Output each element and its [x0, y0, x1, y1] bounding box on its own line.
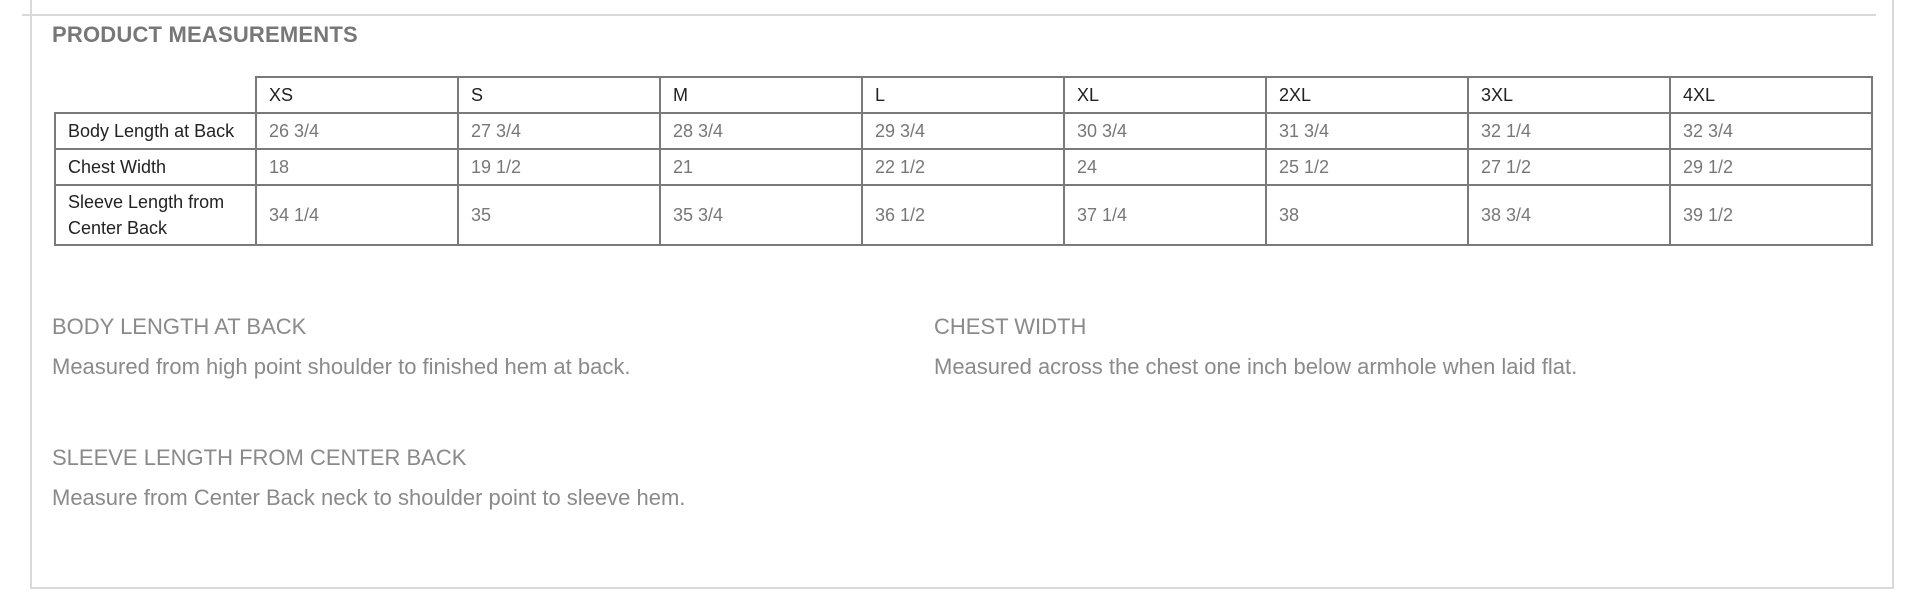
table-cell: 21 — [660, 149, 862, 185]
definition-text-sleeve-length: Measure from Center Back neck to shoulder point to sleeve hem. — [52, 485, 686, 510]
table-cell: 38 — [1266, 185, 1468, 245]
table-cell: 35 3/4 — [660, 185, 862, 245]
row-label-chest-width: Chest Width — [55, 149, 256, 185]
size-header-2xl: 2XL — [1266, 77, 1468, 113]
table-cell: 38 3/4 — [1468, 185, 1670, 245]
size-header-m: M — [660, 77, 862, 113]
table-cell: 26 3/4 — [256, 113, 458, 149]
table-cell: 32 1/4 — [1468, 113, 1670, 149]
table-cell: 32 3/4 — [1670, 113, 1872, 149]
table-cell: 27 1/2 — [1468, 149, 1670, 185]
row-label-sleeve-length — [55, 185, 256, 245]
table-cell: 36 1/2 — [862, 185, 1064, 245]
table-row — [55, 149, 1872, 185]
table-row — [55, 185, 1872, 245]
table-cell: 34 1/4 — [256, 185, 458, 245]
table-cell: 24 — [1064, 149, 1266, 185]
size-header-l: L — [862, 77, 1064, 113]
section-title: PRODUCT MEASUREMENTS — [52, 22, 358, 47]
definition-title-sleeve-length: SLEEVE LENGTH FROM CENTER BACK — [52, 445, 467, 470]
table-cell: 22 1/2 — [862, 149, 1064, 185]
size-chart-table — [54, 76, 1873, 246]
table-cell: 30 3/4 — [1064, 113, 1266, 149]
table-cell: 35 — [458, 185, 660, 245]
table-cell: 28 3/4 — [660, 113, 862, 149]
table-header-row — [55, 77, 1872, 113]
table-row — [55, 113, 1872, 149]
row-label-body-length: Body Length at Back — [55, 113, 256, 149]
size-header-s: S — [458, 77, 660, 113]
definition-title-body-length: BODY LENGTH AT BACK — [52, 314, 307, 339]
size-header-xl: XL — [1064, 77, 1266, 113]
definition-title-chest-width: CHEST WIDTH — [934, 314, 1087, 339]
table-cell: 25 1/2 — [1266, 149, 1468, 185]
table-cell: 18 — [256, 149, 458, 185]
table-cell: 27 3/4 — [458, 113, 660, 149]
corner-cell — [55, 77, 256, 113]
table-cell: 37 1/4 — [1064, 185, 1266, 245]
size-header-3xl: 3XL — [1468, 77, 1670, 113]
table-cell: 31 3/4 — [1266, 113, 1468, 149]
table-cell: 19 1/2 — [458, 149, 660, 185]
size-header-xs: XS — [256, 77, 458, 113]
row-label-line: Sleeve Length from — [68, 192, 225, 212]
table-cell: 29 1/2 — [1670, 149, 1872, 185]
top-divider — [22, 14, 1876, 16]
row-label-line: Center Back — [68, 218, 168, 238]
size-header-4xl: 4XL — [1670, 77, 1872, 113]
definition-text-chest-width: Measured across the chest one inch below armhole when laid flat. — [934, 354, 1578, 379]
table-cell: 39 1/2 — [1670, 185, 1872, 245]
table-cell: 29 3/4 — [862, 113, 1064, 149]
definition-text-body-length: Measured from high point shoulder to finished hem at back. — [52, 354, 631, 379]
